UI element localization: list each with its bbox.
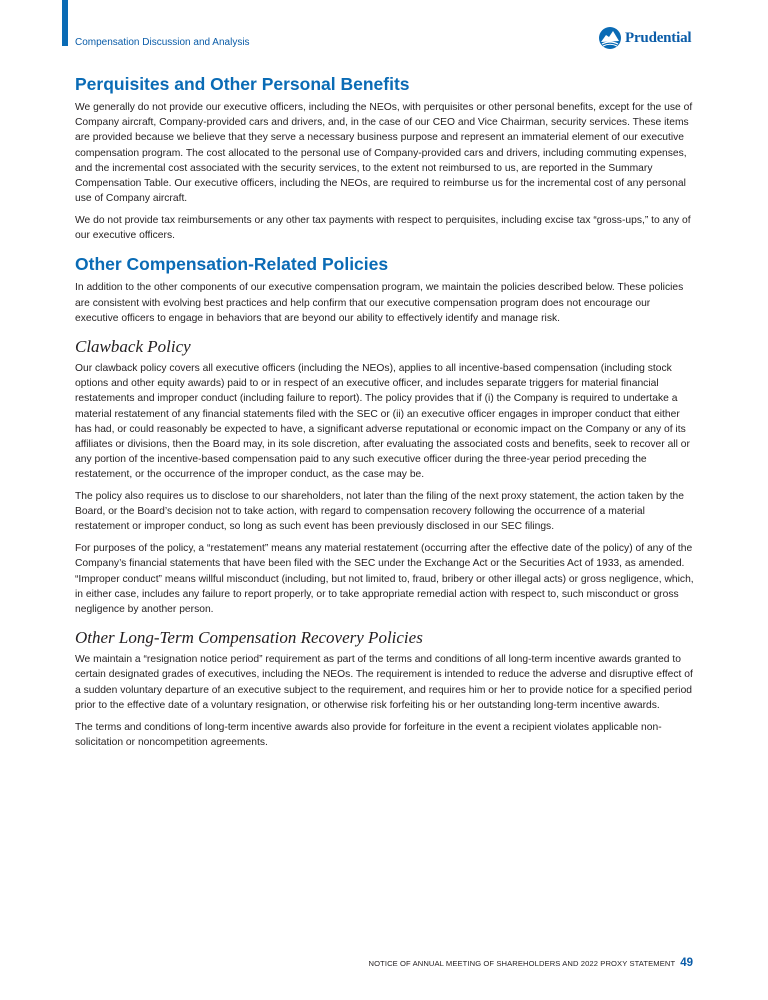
main-content bbox=[75, 73, 695, 756]
recovery-paragraph-2: The terms and conditions of long-term incentive awards also provide for forfeiture in the event a recipient violates applicable non-solicitation or noncompetition agreements. bbox=[75, 721, 662, 748]
heading-clawback-policy: Clawback Policy bbox=[75, 336, 191, 356]
clawback-paragraph-1: Our clawback policy covers all executive officers (including the NEOs), applies to all incentive-based compensation (including stock options and other equity awards) paid to or in respect of an executive officer, and includes separate triggers for material financial restatements and improper conduct (including failure to report). The policy provides that if (i) the Company is required to undertake a material restatement of any financial statements filed with the SEC or (ii) an executive officer engages in improper conduct that either has had, or could reasonably be expected to have, a significant adverse reputational or economic impact on the Company or any of its affiliates or divisions, then the Board may, in its sole discretion, after evaluating the associated costs and benefits, seek to recover all or any portion of the incentive-based compensation paid to any such executive officer during the three-year period preceding the restatement, or the occurrence of the improper conduct, as the case may be. bbox=[75, 362, 690, 481]
recovery-paragraph-1: We maintain a “resignation notice period” requirement as part of the terms and conditions of all long-term incentive awards granted to certain designated grades of executives, including the NEOs. The requirement is intended to reduce the adverse and disruptive effect of a sudden voluntary departure of an executive subject to the requirement, and requires him or her to provide notice for a specified period prior to the effective date of a voluntary resignation, or otherwise risk forfeiting his or her outstanding long-term incentive awards. bbox=[75, 654, 693, 711]
perquisites-paragraph-1: We generally do not provide our executive officers, including the NEOs, with perquisites or other personal benefits, except for the use of Company aircraft, Company-provided cars and drivers, and, in the case of our CEO and Vice Chairman, security services. These items are provided because we believe that they serve a necessary business purpose and represent an immaterial element of our executive compensation program. The cost allocated to the personal use of Company-provided cars and drivers, including commuting expenses, and the incremental cost associated with the security services, to the extent not reimbursed to us, are reported in the Summary Compensation Table. Our executive officers, including the NEOs, are required to reimburse us for the incremental cost of any personal use of Company aircraft. bbox=[75, 102, 693, 205]
rock-of-gibraltar-icon bbox=[598, 26, 622, 50]
other-policies-paragraph-1: In addition to the other components of our executive compensation program, we maintain the policies described below. These policies are consistent with evolving best practices and help confirm that our executive compensation program does not encourage our executive officers to engage in behaviors that are beyond our ability to effectively identify and manage risk. bbox=[75, 282, 684, 324]
header-accent-bar bbox=[62, 0, 68, 46]
prudential-logo bbox=[598, 26, 691, 50]
page-footer bbox=[369, 957, 693, 969]
heading-perquisites: Perquisites and Other Personal Benefits bbox=[75, 74, 410, 94]
section-label: Compensation Discussion and Analysis bbox=[75, 37, 250, 48]
page-number: 49 bbox=[680, 957, 693, 969]
clawback-paragraph-2: The policy also requires us to disclose to our shareholders, not later than the filing of the next proxy statement, the action taken by the Board, or the Board’s decision not to take action, with regard to compensation recovery following the occurrence of a material restatement or improper conduct, so long as such event has been previously disclosed in our SEC filings. bbox=[75, 491, 685, 533]
logo-text: Prudential bbox=[625, 29, 692, 46]
perquisites-paragraph-2: We do not provide tax reimbursements or any other tax payments with respect to perquisites, including excise tax “gross-ups,” to any of our executive officers. bbox=[75, 214, 691, 242]
footer-document-title: NOTICE OF ANNUAL MEETING OF SHAREHOLDERS AND 2022 PROXY STATEMENT bbox=[368, 959, 676, 968]
heading-recovery-policies: Other Long-Term Compensation Recovery Policies bbox=[75, 628, 423, 648]
heading-other-policies: Other Compensation-Related Policies bbox=[75, 254, 389, 275]
clawback-paragraph-3: For purposes of the policy, a “restatement” means any material restatement (occurring after the effective date of the policy) of any of the Company’s financial statements that have been filed with the SEC under the Exchange Act or the Securities Act of 1933, as amended. “Improper conduct” means willful misconduct (including, but not limited to, fraud, bribery or other illegal acts) or gross negligence, which, in either case, includes any failure to report properly, or to take appropriate remedial action with respect to, such misconduct or gross negligence by another person. bbox=[75, 543, 694, 615]
